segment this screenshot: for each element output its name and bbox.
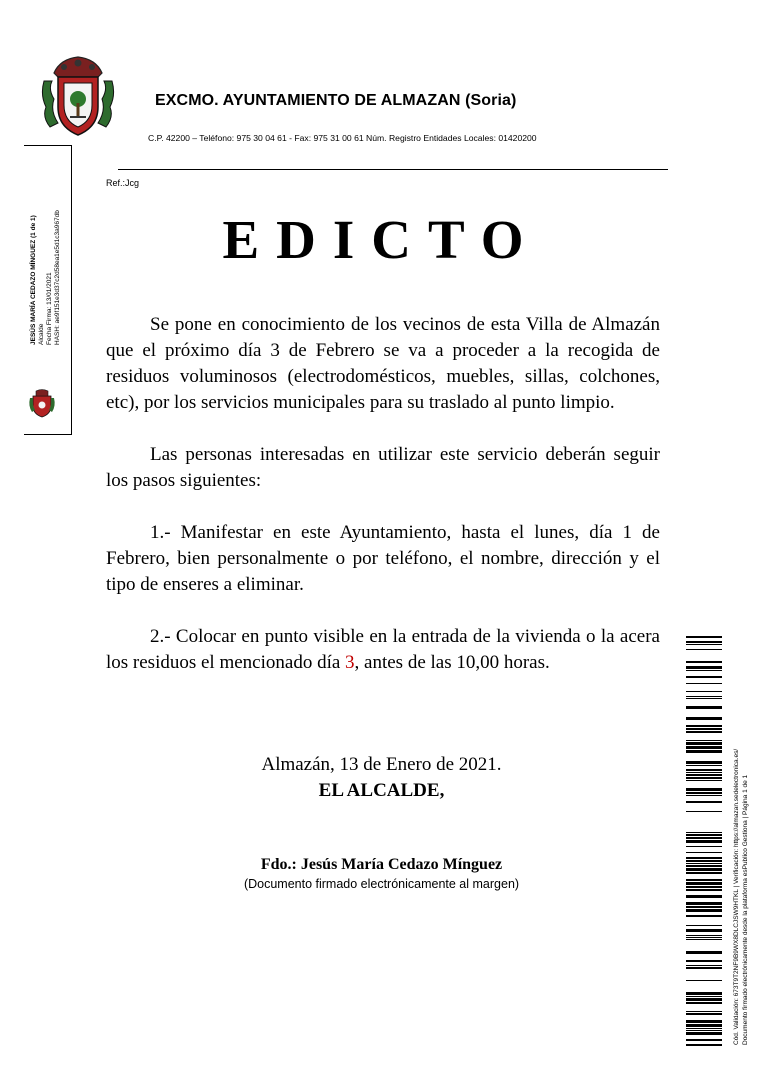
paragraph-steps-intro: Las personas interesadas en utilizar este servicio deberán seguir los pasos siguientes:: [106, 444, 660, 491]
signature-date: Fecha Firma: 13/01/2021: [46, 272, 53, 345]
signer-note: (Documento firmado electrónicamente al margen): [243, 877, 520, 891]
mayor-title: EL ALCALDE,: [318, 780, 445, 801]
municipality-title: EXCMO. AYUNTAMIENTO DE ALMAZAN (Soria): [155, 92, 517, 109]
header-divider: [118, 169, 668, 170]
signer-name: Fdo.: Jesús María Cedazo Mínguez: [260, 856, 503, 873]
seal-icon: [28, 388, 56, 418]
signature-details: [30, 210, 62, 345]
step-2-text-a: 2.- Colocar en punto visible en la entrada de la vivienda o la acera los residuos el mencionado día: [106, 626, 660, 673]
coat-of-arms-icon: [40, 55, 116, 139]
place-date: Almazán, 13 de Enero de 2021.: [261, 754, 502, 775]
signature-name: JESÚS MARÍA CEDAZO MÍNGUEZ (1 de 1): [30, 215, 37, 345]
highlighted-day: 3: [345, 652, 355, 673]
signature-role: Alcalde: [38, 323, 45, 345]
reference: Ref.:Jcg: [106, 178, 140, 188]
document-title: EDICTO: [222, 209, 541, 270]
paragraph-step-2: [106, 624, 660, 676]
verification-platform: Documento firmado electrónicamente desde la plataforma esPublico Gestiona | Página 1 de 1: [742, 774, 749, 1045]
barcode-icon: [686, 636, 722, 1046]
paragraph-intro: Se pone en conocimiento de los vecinos de esta Villa de Almazán que el próximo día 3 de Febrero se va a proceder a la recogida de residuos voluminosos (electrodomésticos, muebles, sillas, colchones, etc), por los servicios municipales para su traslado al punto limpio.: [106, 314, 660, 413]
step-2-text-b: , antes de las 10,00 horas.: [354, 652, 550, 673]
signature-hash: HASH: ae9f151e3d37c2d58ea1e5d1c3a967db: [54, 210, 61, 345]
verification-code: Cód. Validación: 673T9T2NF9B9WX8DLCJSW9HTKL | Verificación: https://almazan.sedelectronica.es/: [733, 748, 740, 1045]
verification-text: [732, 749, 750, 1045]
contact-info: C.P. 42200 – Teléfono: 975 30 04 61 - Fax: 975 31 00 61 Núm. Registro Entidades Locales: 01420200: [148, 133, 537, 143]
paragraph-step-1: 1.- Manifestar en este Ayuntamiento, hasta el lunes, día 1 de Febrero, bien personalmente o por teléfono, el nombre, dirección y el tipo de enseres a eliminar.: [106, 522, 660, 595]
edict-body: [106, 312, 660, 702]
